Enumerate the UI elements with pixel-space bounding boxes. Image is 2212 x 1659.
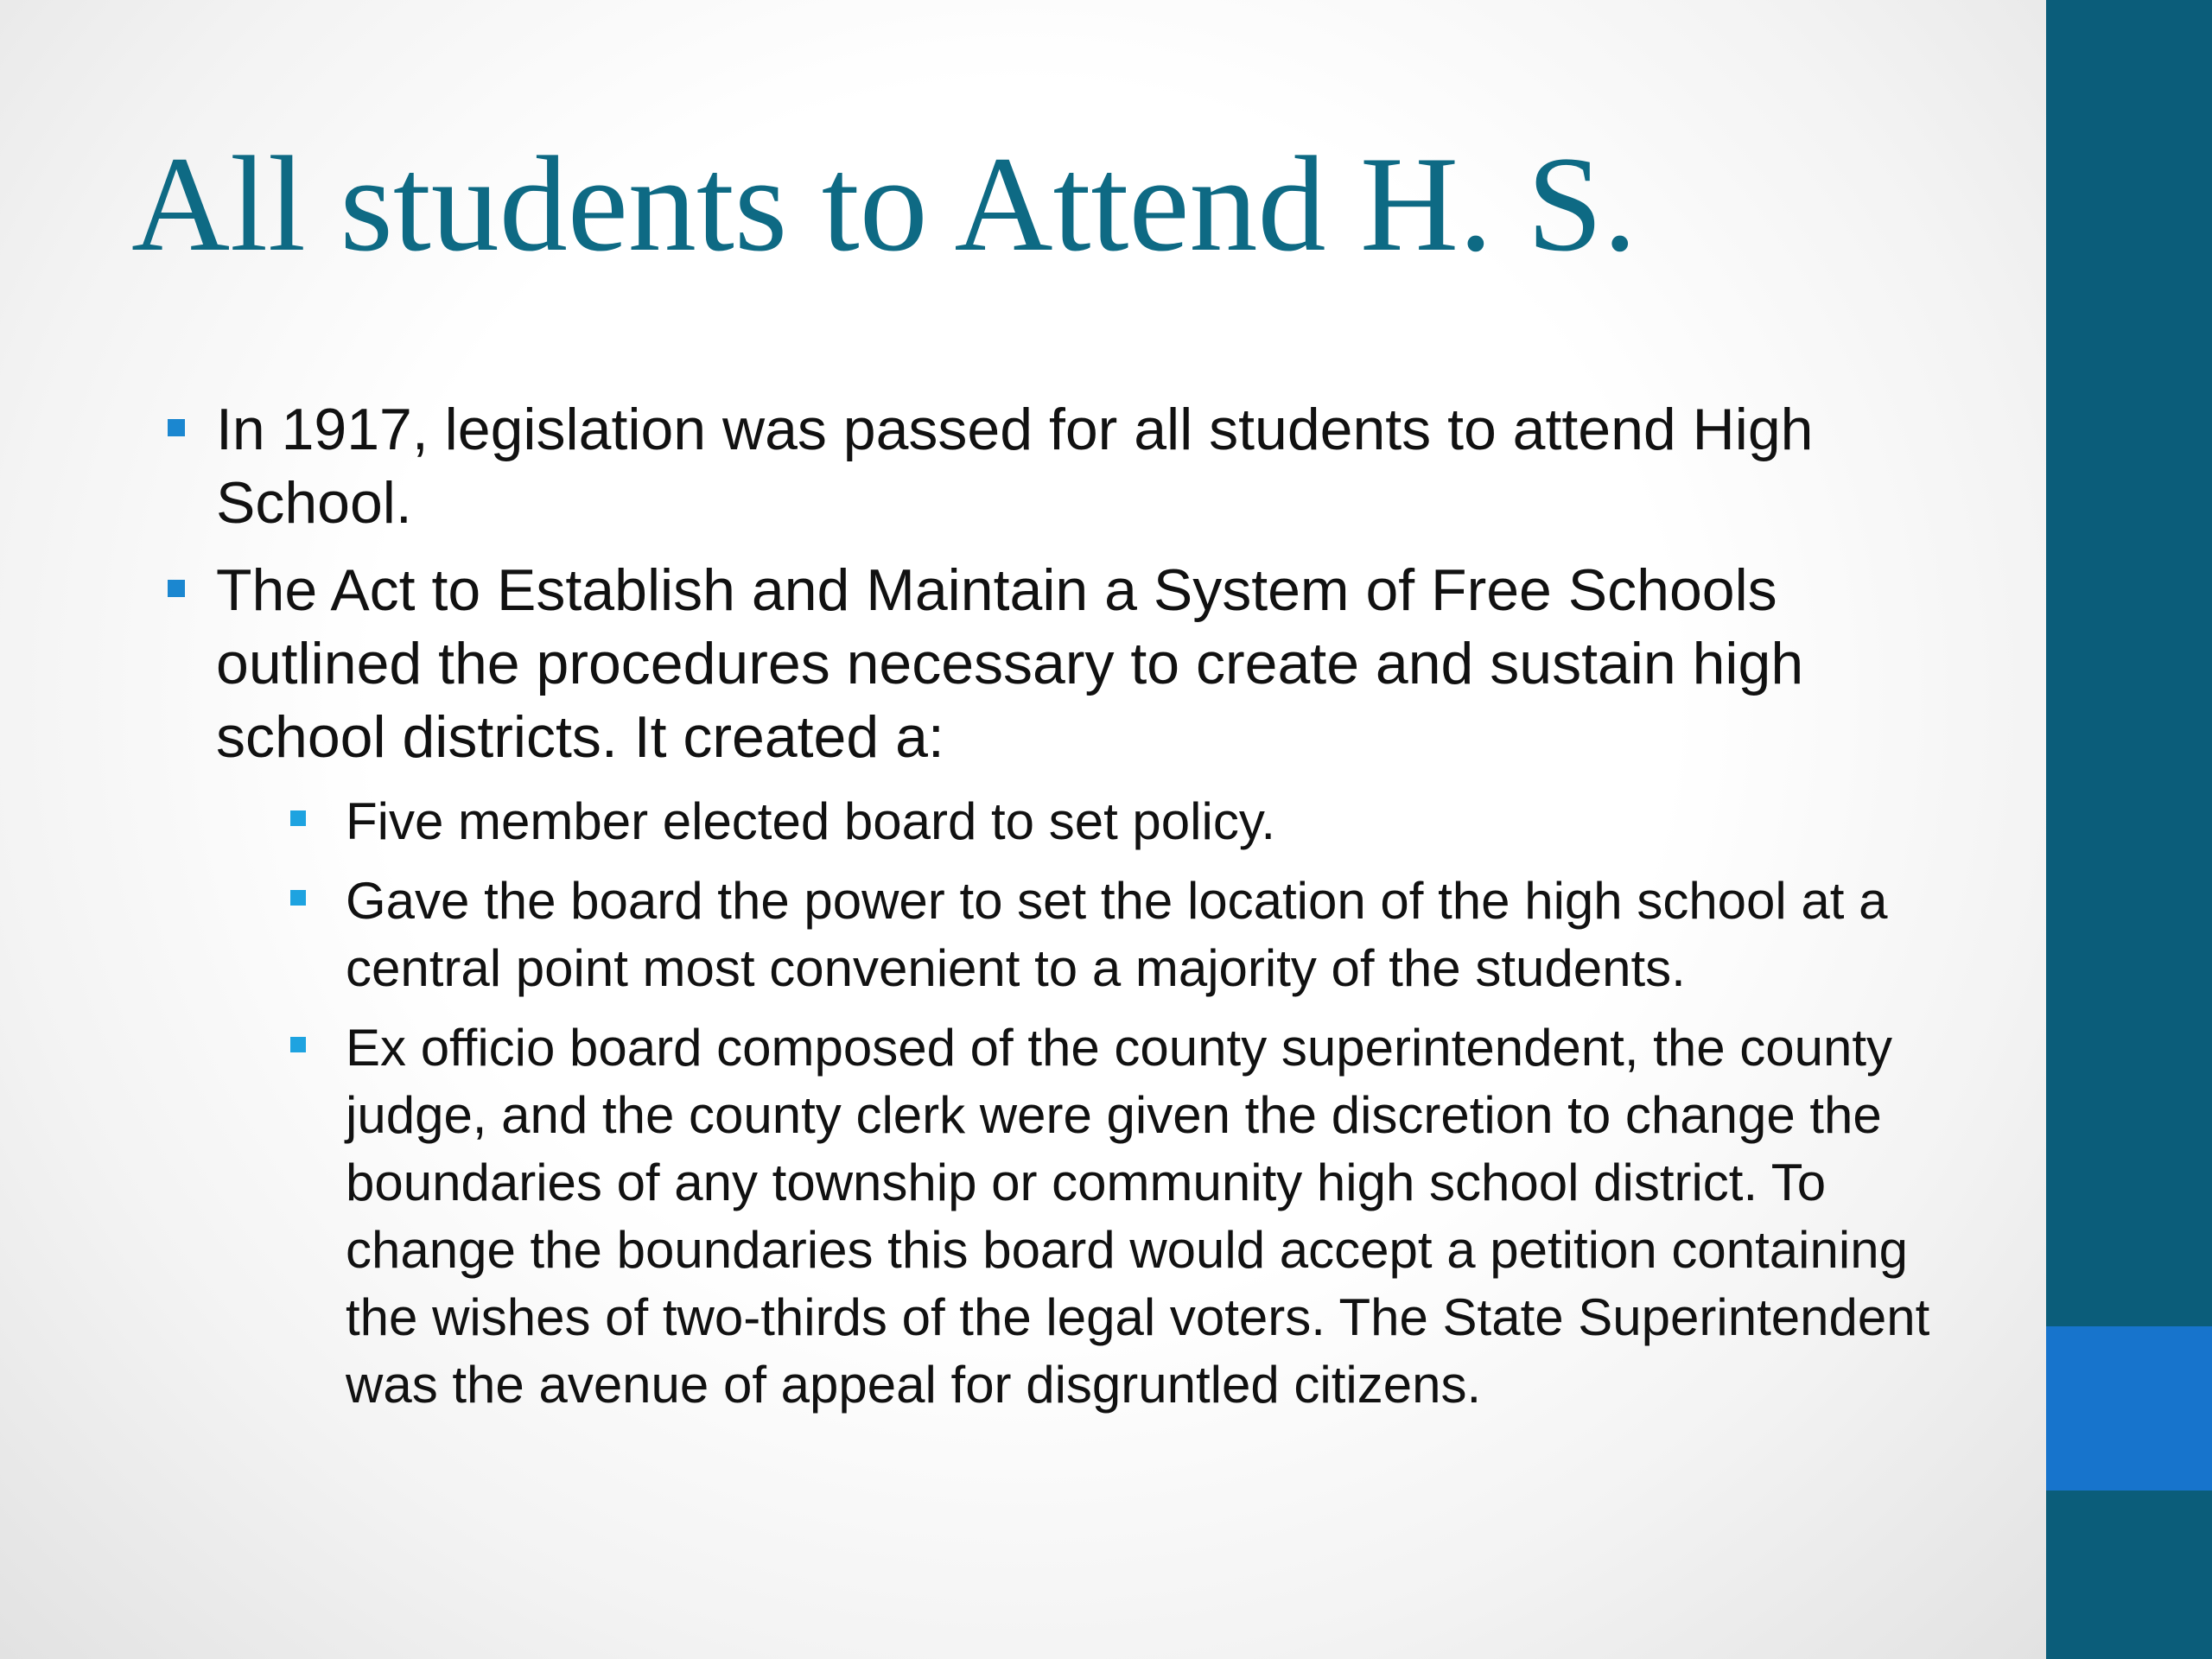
sub-bullet-item xyxy=(216,868,1936,1002)
sub-bullet-list xyxy=(216,788,1936,1419)
square-bullet-icon xyxy=(168,580,185,597)
bullet-text: In 1917, legislation was passed for all students to attend High School. xyxy=(216,397,1814,536)
bullet-item xyxy=(164,393,1936,540)
sub-bullet-item xyxy=(216,1014,1936,1419)
decorative-sidebar-accent xyxy=(2046,1326,2212,1491)
sub-bullet-text: Gave the board the power to set the location of the high school at a central point most convenient to a majority of the students. xyxy=(346,872,1888,997)
bullet-item xyxy=(164,554,1936,1419)
sub-bullet-item xyxy=(216,788,1936,855)
sub-bullet-text: Five member elected board to set policy. xyxy=(346,792,1276,850)
sub-bullet-text: Ex officio board composed of the county superintendent, the county judge, and the county clerk were given the discretion to change the boundaries of any township or community high school district. To change the boundaries this board would accept a petition containing the wishes of two-thirds of the legal voters. The State Superintendent was the avenue of appeal for disgruntled citizens. xyxy=(346,1019,1930,1414)
square-bullet-icon xyxy=(290,890,306,906)
square-bullet-icon xyxy=(168,419,185,436)
bullet-text: The Act to Establish and Maintain a System of Free Schools outlined the procedures necessary to create and sustain high school districts. It created a: xyxy=(216,557,1804,770)
square-bullet-icon xyxy=(290,810,306,826)
square-bullet-icon xyxy=(290,1037,306,1052)
slide-title: All students to Attend H. S. xyxy=(131,129,1637,280)
bullet-list xyxy=(164,393,1936,1433)
